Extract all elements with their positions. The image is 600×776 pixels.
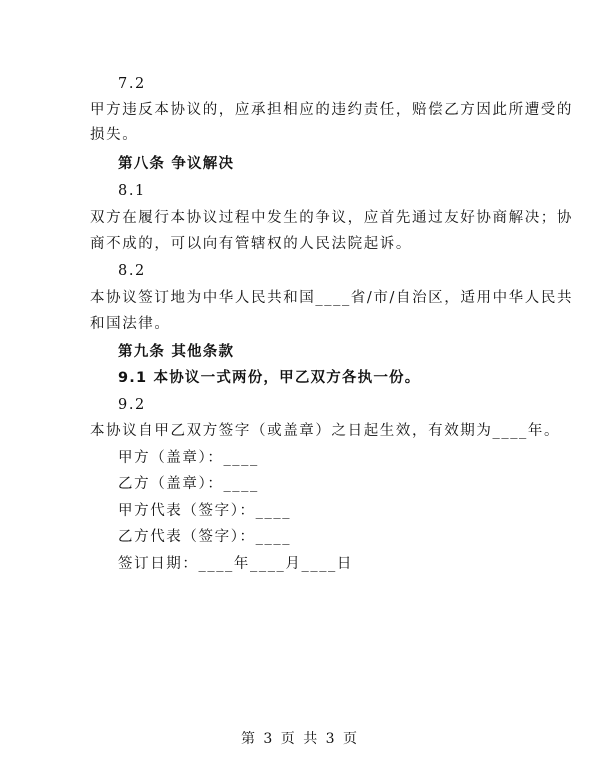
clause-9-1-text: 9.1 本协议一式两份，甲乙双方各执一份。 bbox=[118, 370, 421, 386]
party-a-seal-line: 甲方（盖章）：____ bbox=[118, 450, 259, 466]
clause-7-2-number: 7.2 bbox=[118, 76, 146, 92]
article-9-heading: 第九条 其他条款 bbox=[118, 344, 235, 360]
party-b-seal-line: 乙方（盖章）：____ bbox=[118, 476, 259, 492]
clause-8-2-text-line-2: 和国法律。 bbox=[90, 316, 171, 332]
party-b-representative-line: 乙方代表（签字）：____ bbox=[118, 529, 292, 545]
article-8-heading: 第八条 争议解决 bbox=[118, 156, 235, 172]
clause-7-2-text-line-2: 损失。 bbox=[90, 127, 139, 143]
clause-8-2-number: 8.2 bbox=[118, 263, 146, 279]
clause-8-1-text-line-2: 商不成的，可以向有管辖权的人民法院起诉。 bbox=[90, 236, 412, 252]
clause-8-1-text-line-1: 双方在履行本协议过程中发生的争议，应首先通过友好协商解决；协 bbox=[90, 210, 573, 226]
clause-9-2-number: 9.2 bbox=[118, 397, 146, 413]
page-footer: 第 3 页 共 3 页 bbox=[240, 731, 360, 747]
signing-date-line: 签订日期：____年____月____日 bbox=[118, 556, 353, 572]
clause-7-2-text-line-1: 甲方违反本协议的，应承担相应的违约责任，赔偿乙方因此所遭受的 bbox=[90, 102, 573, 118]
clause-8-1-number: 8.1 bbox=[118, 183, 146, 199]
clause-8-2-text-line-1: 本协议签订地为中华人民共和国____省/市/自治区，适用中华人民共 bbox=[90, 290, 574, 306]
party-a-representative-line: 甲方代表（签字）：____ bbox=[118, 503, 292, 519]
clause-9-2-text: 本协议自甲乙双方签字（或盖章）之日起生效，有效期为____年。 bbox=[90, 423, 561, 439]
